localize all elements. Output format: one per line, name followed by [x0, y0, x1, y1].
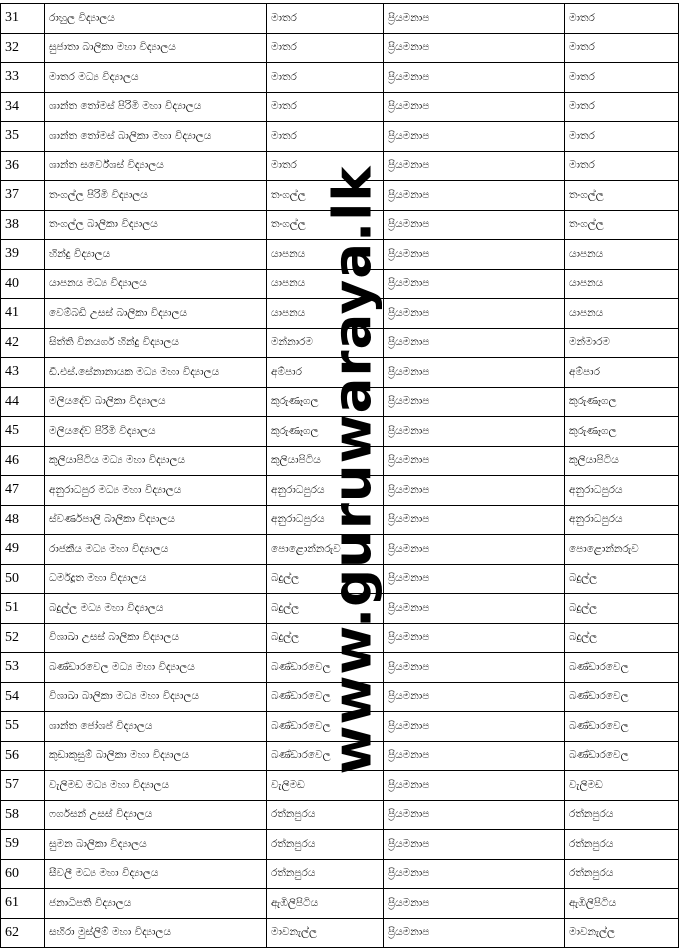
row-number-cell: 38	[1, 210, 45, 240]
school-name-cell: තංගල්ල බාලිකා විද්‍යාලය	[45, 210, 267, 240]
school-name-cell: යාපනය මධ්‍ය විද්‍යාලය	[45, 269, 267, 299]
row-number-cell: 53	[1, 653, 45, 683]
category-cell: ප්‍රියමනාප	[384, 741, 565, 771]
location-cell: අනුරාධපුරය	[267, 505, 384, 535]
school-name-cell: මාතර මධ්‍ය විද්‍යාලය	[45, 63, 267, 93]
row-number-cell: 52	[1, 623, 45, 653]
row-number-cell: 50	[1, 564, 45, 594]
district-cell: යාපනය	[565, 299, 679, 329]
location-cell: යාපනය	[267, 240, 384, 270]
school-name-cell: රාජකීය මධ්‍ය මහා විද්‍යාලය	[45, 535, 267, 565]
location-cell: මාතර	[267, 151, 384, 181]
table-row	[1, 771, 679, 801]
school-name-cell: වැලිමඩ මධ්‍ය මහා විද්‍යාලය	[45, 771, 267, 801]
school-table	[0, 3, 679, 948]
location-cell: පොළොන්නරුව	[267, 535, 384, 565]
table-row	[1, 918, 679, 948]
category-cell: ප්‍රියමනාප	[384, 122, 565, 152]
district-cell: තංගල්ල	[565, 210, 679, 240]
category-cell: ප්‍රියමනාප	[384, 240, 565, 270]
location-cell: මාතර	[267, 63, 384, 93]
location-cell: බණ්ඩාරවෙල	[267, 653, 384, 683]
table-row	[1, 181, 679, 211]
location-cell: රත්නපුරය	[267, 859, 384, 889]
school-name-cell: කුලියාපිටිය මධ්‍ය මහා විද්‍යාලය	[45, 446, 267, 476]
school-name-cell: තංගල්ල පිරිමි විද්‍යාලය	[45, 181, 267, 211]
row-number-cell: 49	[1, 535, 45, 565]
category-cell: ප්‍රියමනාප	[384, 446, 565, 476]
district-cell: ඇඹිලිපිටිය	[565, 889, 679, 919]
district-cell: වැලිමඩ	[565, 771, 679, 801]
category-cell: ප්‍රියමනාප	[384, 594, 565, 624]
location-cell: මාතර	[267, 33, 384, 63]
school-name-cell: වෙම්බඩි උසස් බාලිකා විද්‍යාලය	[45, 299, 267, 329]
row-number-cell: 58	[1, 800, 45, 830]
location-cell: මාතර	[267, 4, 384, 34]
table-row	[1, 830, 679, 860]
table-row	[1, 328, 679, 358]
location-cell: මාතර	[267, 122, 384, 152]
district-cell: බණ්ඩාරවෙල	[565, 653, 679, 683]
category-cell: ප්‍රියමනාප	[384, 771, 565, 801]
watermark-text: www.guruwaraya.lk	[322, 165, 384, 775]
location-cell: යාපනය	[267, 269, 384, 299]
category-cell: ප්‍රියමනාප	[384, 92, 565, 122]
row-number-cell: 62	[1, 918, 45, 948]
table-row	[1, 800, 679, 830]
row-number-cell: 32	[1, 33, 45, 63]
table-row	[1, 535, 679, 565]
school-name-cell: හින්දු විද්‍යාලය	[45, 240, 267, 270]
school-name-cell: බදුල්ල මධ්‍ය මහා විද්‍යාලය	[45, 594, 267, 624]
school-name-cell: සුජාතා බාලිකා මහා විද්‍යාලය	[45, 33, 267, 63]
district-cell: බදුල්ල	[565, 594, 679, 624]
category-cell: ප්‍රියමනාප	[384, 800, 565, 830]
category-cell: ප්‍රියමනාප	[384, 830, 565, 860]
row-number-cell: 54	[1, 682, 45, 712]
school-name-cell: සුමන බාලිකා විද්‍යාලය	[45, 830, 267, 860]
school-name-cell: ෆර්ගසන් උසස් විද්‍යාලය	[45, 800, 267, 830]
location-cell: යාපනය	[267, 299, 384, 329]
category-cell: ප්‍රියමනාප	[384, 358, 565, 388]
table-row	[1, 210, 679, 240]
table-row	[1, 92, 679, 122]
table-row	[1, 741, 679, 771]
school-name-cell: මලියදේව පිරිමි විද්‍යාලය	[45, 417, 267, 447]
school-name-cell: ශාන්ත ජෝශප් විද්‍යාලය	[45, 712, 267, 742]
district-cell: මාතර	[565, 151, 679, 181]
category-cell: ප්‍රියමනාප	[384, 712, 565, 742]
category-cell: ප්‍රියමනාප	[384, 889, 565, 919]
row-number-cell: 34	[1, 92, 45, 122]
district-cell: රත්නපුරය	[565, 859, 679, 889]
category-cell: ප්‍රියමනාප	[384, 387, 565, 417]
school-name-cell: සීවලී මධ්‍ය මහා විද්‍යාලය	[45, 859, 267, 889]
row-number-cell: 33	[1, 63, 45, 93]
category-cell: ප්‍රියමනාප	[384, 476, 565, 506]
category-cell: ප්‍රියමනාප	[384, 181, 565, 211]
category-cell: ප්‍රියමනාප	[384, 682, 565, 712]
category-cell: ප්‍රියමනාප	[384, 151, 565, 181]
location-cell: අම්පාර	[267, 358, 384, 388]
row-number-cell: 51	[1, 594, 45, 624]
district-cell: අනුරාධපුරය	[565, 476, 679, 506]
location-cell: කුලියාපිටිය	[267, 446, 384, 476]
category-cell: ප්‍රියමනාප	[384, 210, 565, 240]
district-cell: අම්පාර	[565, 358, 679, 388]
category-cell: ප්‍රියමනාප	[384, 63, 565, 93]
table-row	[1, 446, 679, 476]
district-cell: බදුල්ල	[565, 564, 679, 594]
school-name-cell: විශාඛා බාලිකා මධ්‍ය මහා විද්‍යාලය	[45, 682, 267, 712]
district-cell: මාතර	[565, 92, 679, 122]
category-cell: ප්‍රියමනාප	[384, 918, 565, 948]
school-name-cell: ශාන්ත තෝමස් පිරිමි මහා විද්‍යාලය	[45, 92, 267, 122]
location-cell: වැලිමඩ	[267, 771, 384, 801]
table-row	[1, 299, 679, 329]
district-cell: කුරුණෑගල	[565, 417, 679, 447]
location-cell: මන්නාරම	[267, 328, 384, 358]
school-name-cell: සිත්ති විනයගර් හින්දු විද්‍යාලය	[45, 328, 267, 358]
category-cell: ප්‍රියමනාප	[384, 623, 565, 653]
table-row	[1, 269, 679, 299]
table-row	[1, 240, 679, 270]
row-number-cell: 41	[1, 299, 45, 329]
district-cell: මන්මාරම	[565, 328, 679, 358]
location-cell: කුරුණෑගල	[267, 417, 384, 447]
location-cell: තංගල්ල	[267, 210, 384, 240]
location-cell: බණ්ඩාරවෙල	[267, 682, 384, 712]
location-cell: රත්නපුරය	[267, 800, 384, 830]
row-number-cell: 37	[1, 181, 45, 211]
table-row	[1, 63, 679, 93]
location-cell: මාතර	[267, 92, 384, 122]
table-row	[1, 859, 679, 889]
school-name-cell: මලියදේව බාලිකා විද්‍යාලය	[45, 387, 267, 417]
district-cell: අනුරාධපුරය	[565, 505, 679, 535]
district-cell: බණ්ඩාරවෙල	[565, 741, 679, 771]
district-cell: යාපනය	[565, 240, 679, 270]
location-cell: බදුල්ල	[267, 564, 384, 594]
category-cell: ප්‍රියමනාප	[384, 859, 565, 889]
district-cell: මාතර	[565, 33, 679, 63]
category-cell: ප්‍රියමනාප	[384, 505, 565, 535]
row-number-cell: 39	[1, 240, 45, 270]
location-cell: කුරුණෑගල	[267, 387, 384, 417]
table-row	[1, 33, 679, 63]
row-number-cell: 42	[1, 328, 45, 358]
school-name-cell: ජනාධිපති විද්‍යාලය	[45, 889, 267, 919]
table-row	[1, 417, 679, 447]
location-cell: තංගල්ල	[267, 181, 384, 211]
row-number-cell: 60	[1, 859, 45, 889]
district-cell: බණ්ඩාරවෙල	[565, 682, 679, 712]
row-number-cell: 46	[1, 446, 45, 476]
row-number-cell: 55	[1, 712, 45, 742]
district-cell: මාතර	[565, 122, 679, 152]
table-row	[1, 358, 679, 388]
row-number-cell: 45	[1, 417, 45, 447]
table-row	[1, 476, 679, 506]
row-number-cell: 40	[1, 269, 45, 299]
category-cell: ප්‍රියමනාප	[384, 564, 565, 594]
table-row	[1, 4, 679, 34]
table-row	[1, 122, 679, 152]
table-row	[1, 712, 679, 742]
row-number-cell: 43	[1, 358, 45, 388]
district-cell: මාතර	[565, 63, 679, 93]
location-cell: බදුල්ල	[267, 623, 384, 653]
school-name-cell: ශාන්ත තෝමස් බාලිකා මහා විද්‍යාලය	[45, 122, 267, 152]
category-cell: ප්‍රියමනාප	[384, 417, 565, 447]
school-name-cell: සහිරා මුස්ලිම් මහා විද්‍යාලය	[45, 918, 267, 948]
district-cell: රත්නපුරය	[565, 830, 679, 860]
district-cell: පොළොන්නරුව	[565, 535, 679, 565]
school-name-cell: බණ්ඩාරවෙල මධ්‍ය මහා විද්‍යාලය	[45, 653, 267, 683]
district-cell: මාවනැල්ල	[565, 918, 679, 948]
district-cell: මාතර	[565, 4, 679, 34]
table-row	[1, 623, 679, 653]
district-cell: තංගල්ල	[565, 181, 679, 211]
row-number-cell: 48	[1, 505, 45, 535]
row-number-cell: 36	[1, 151, 45, 181]
table-row	[1, 505, 679, 535]
row-number-cell: 59	[1, 830, 45, 860]
district-cell: යාපනය	[565, 269, 679, 299]
location-cell: බදුල්ල	[267, 594, 384, 624]
school-table-body	[1, 4, 679, 948]
school-name-cell: ශාන්ත සර්වේශස් විද්‍යාලය	[45, 151, 267, 181]
table-row	[1, 564, 679, 594]
row-number-cell: 61	[1, 889, 45, 919]
category-cell: ප්‍රියමනාප	[384, 269, 565, 299]
district-cell: රත්නපුරය	[565, 800, 679, 830]
category-cell: ප්‍රියමනාප	[384, 535, 565, 565]
school-name-cell: අනුරාධපුර මධ්‍ය මහා විද්‍යාලය	[45, 476, 267, 506]
category-cell: ප්‍රියමනාප	[384, 299, 565, 329]
table-row	[1, 889, 679, 919]
row-number-cell: 31	[1, 4, 45, 34]
school-name-cell: රාහුල විද්‍යාලය	[45, 4, 267, 34]
district-cell: බදුල්ල	[565, 623, 679, 653]
school-name-cell: කුඩාකුසුම් බාලිකා මහා විද්‍යාලය	[45, 741, 267, 771]
table-row	[1, 594, 679, 624]
district-cell: කුරුණෑගල	[565, 387, 679, 417]
location-cell: බණ්ඩාරවෙල	[267, 741, 384, 771]
category-cell: ප්‍රියමනාප	[384, 4, 565, 34]
category-cell: ප්‍රියමනාප	[384, 33, 565, 63]
location-cell: බණ්ඩාරවෙල	[267, 712, 384, 742]
table-row	[1, 653, 679, 683]
school-name-cell: ස්වර්ණපාලි බාලිකා විද්‍යාලය	[45, 505, 267, 535]
row-number-cell: 35	[1, 122, 45, 152]
row-number-cell: 44	[1, 387, 45, 417]
location-cell: මාවනැල්ල	[267, 918, 384, 948]
location-cell: රත්නපුරය	[267, 830, 384, 860]
district-cell: කුලියාපිටිය	[565, 446, 679, 476]
location-cell: ඇඹිලිපිටිය	[267, 889, 384, 919]
school-name-cell: ධර්මදූත මහා විද්‍යාලය	[45, 564, 267, 594]
row-number-cell: 56	[1, 741, 45, 771]
school-name-cell: විශාඛා උසස් බාලිකා විද්‍යාලය	[45, 623, 267, 653]
category-cell: ප්‍රියමනාප	[384, 328, 565, 358]
school-name-cell: ඩී.එස්.සේනානායක මධ්‍ය මහා විද්‍යාලය	[45, 358, 267, 388]
table-row	[1, 387, 679, 417]
table-row	[1, 682, 679, 712]
district-cell: බණ්ඩාරවෙල	[565, 712, 679, 742]
location-cell: අනුරාධපුරය	[267, 476, 384, 506]
category-cell: ප්‍රියමනාප	[384, 653, 565, 683]
row-number-cell: 47	[1, 476, 45, 506]
row-number-cell: 57	[1, 771, 45, 801]
table-row	[1, 151, 679, 181]
